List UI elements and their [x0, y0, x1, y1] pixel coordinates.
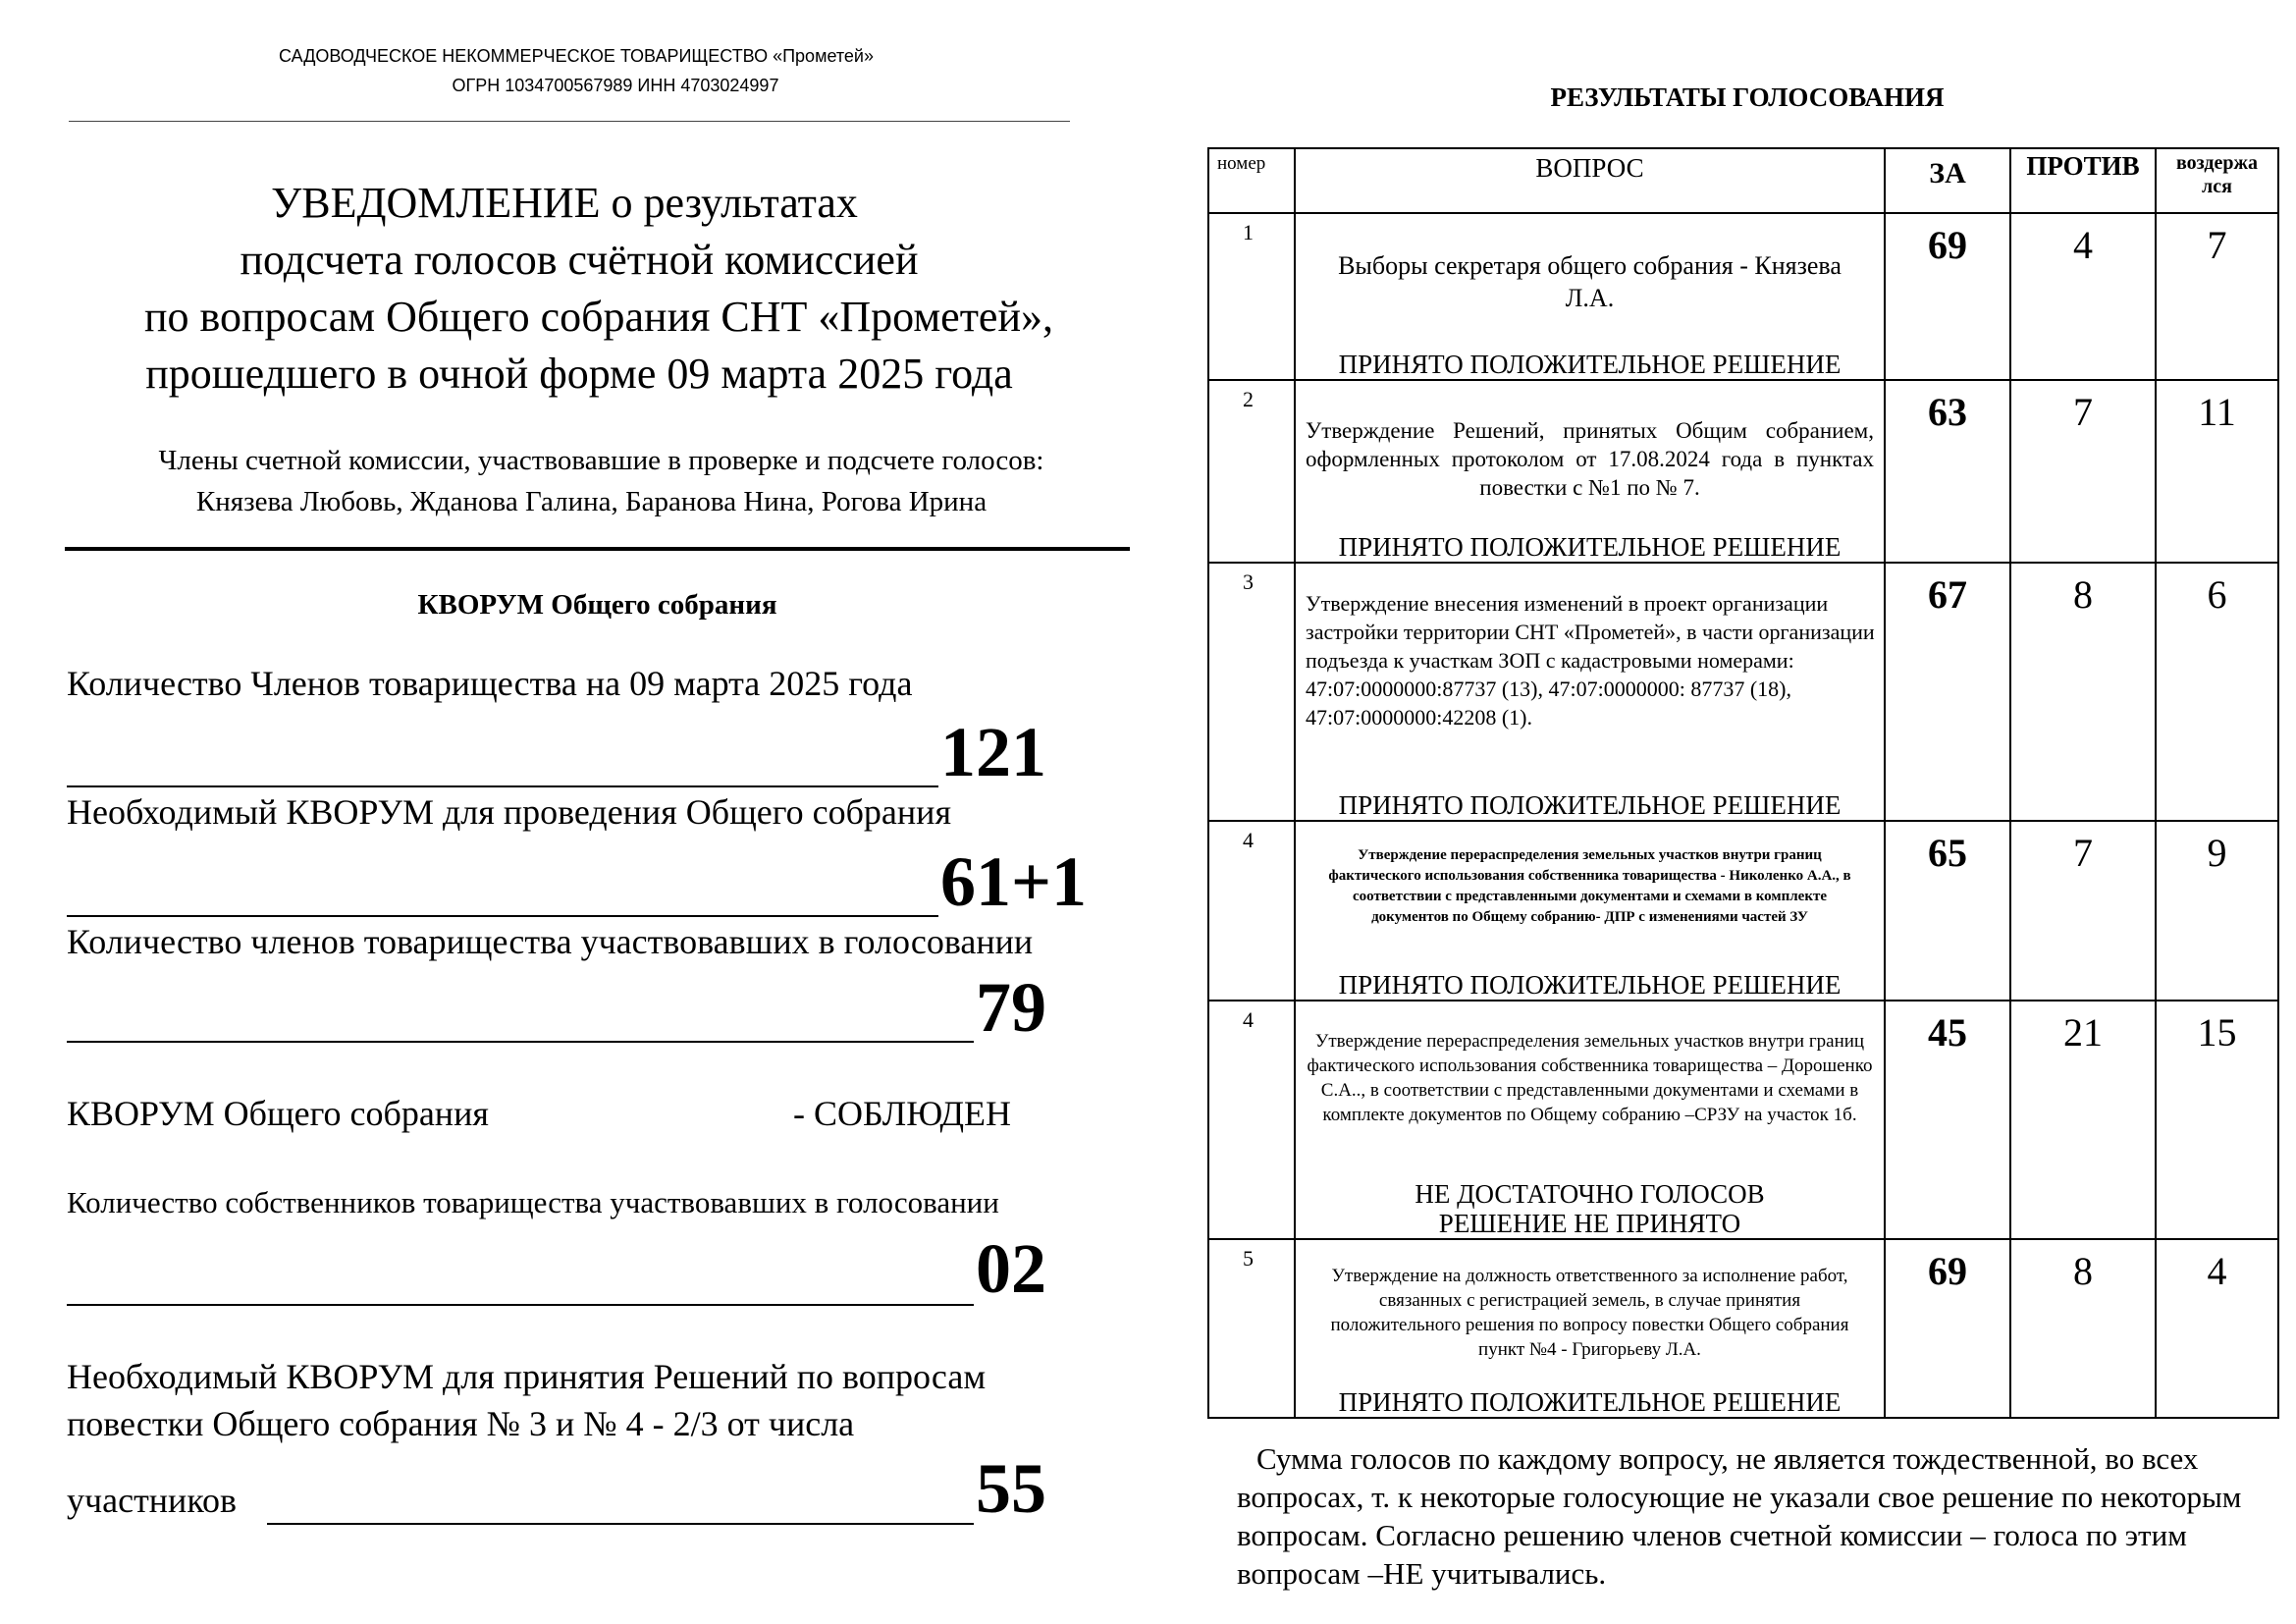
- members-count-value: 121: [940, 713, 1046, 791]
- quorum-heading: КВОРУМ Общего собрания: [417, 589, 777, 621]
- decision-result: ПРИНЯТО ПОЛОЖИТЕЛЬНОЕ РЕШЕНИЕ: [1338, 350, 1842, 379]
- document-title: [59, 175, 1139, 403]
- row-number: 3: [1208, 563, 1295, 821]
- question-text: Выборы секретаря общего собрания - Князева Л.А.: [1338, 251, 1842, 312]
- row-number: 2: [1208, 380, 1295, 563]
- question-text: Утверждение внесения изменений в проект организации застройки территории СНТ «Прометей», в части организации подъезда к участкам ЗОП с кадастровыми номерами: 47:07:0000000:87737 (13), 47:07:0000000: 87737 (18), 47:07:0000000:42208 (1).: [1306, 591, 1875, 730]
- decision-result: ПРИНЯТО ПОЛОЖИТЕЛЬНОЕ РЕШЕНИЕ: [1338, 1387, 1842, 1417]
- row-number: 5: [1208, 1239, 1295, 1418]
- quorum-status-label: КВОРУМ Общего собрания: [67, 1094, 489, 1133]
- col-header-for: ЗА: [1885, 148, 2010, 213]
- table-row: [1208, 213, 2278, 380]
- question-cell: [1295, 1001, 1885, 1239]
- votes-note: Сумма голосов по каждому вопросу, не является тождественной, во всех вопросах, т. к некоторые голосующие не указали свое решение по некоторым вопросам. Согласно решению членов счетной комиссии – голоса по этим вопросам –НЕ учитывались.: [1237, 1441, 2242, 1591]
- decision-quorum-line: Необходимый КВОРУМ для принятия Решений по вопросам: [67, 1357, 987, 1396]
- commission-members-label: Члены счетной комиссии, участвовавшие в проверке и подсчете голосов:: [158, 445, 1044, 476]
- votes-abstain: 11: [2156, 380, 2278, 563]
- quorum-status-value: - СОБЛЮДЕН: [793, 1094, 1012, 1133]
- commission-members: [69, 440, 1134, 522]
- votes-abstain: 4: [2156, 1239, 2278, 1418]
- members-count-label: Количество Членов товарищества на 09 марта 2025 года: [67, 664, 913, 703]
- decision-result: ПРИНЯТО ПОЛОЖИТЕЛЬНОЕ РЕШЕНИЕ: [1338, 970, 1842, 1000]
- votes-for: 63: [1885, 380, 2010, 563]
- organization-ids: ОГРН 1034700567989 ИНН 4703024997: [452, 76, 779, 95]
- question-cell: [1295, 213, 1885, 380]
- title-line: прошедшего в очной форме 09 марта 2025 года: [145, 350, 1013, 398]
- decision-result: [1296, 1179, 1884, 1238]
- row-number: 1: [1208, 213, 1295, 380]
- title-line: УВЕДОМЛЕНИЕ о результатах: [271, 179, 858, 227]
- votes-abstain: 7: [2156, 213, 2278, 380]
- row-number: 4: [1208, 1001, 1295, 1239]
- owners-underline: [67, 1257, 974, 1306]
- question-cell: [1295, 821, 1885, 1001]
- votes-against: 8: [2010, 1239, 2156, 1418]
- results-table: [1207, 147, 2279, 1419]
- decision-quorum-line: повестки Общего собрания № 3 и № 4 - 2/3 от числа: [67, 1404, 855, 1443]
- decision-quorum-underline: [267, 1476, 974, 1525]
- participants-value: 79: [976, 968, 1046, 1047]
- question-text: Утверждение перераспределения земельных участков внутри границ фактического использования собственника товарищества - Николенко А.А., в соответствии с представленными документами и схемами в комплекте документов по Общему собранию- ДПР с изменениями частей ЗУ: [1328, 847, 1851, 925]
- col-header-abstain-line: воздержа: [2176, 152, 2258, 174]
- required-quorum-value: 61+1: [940, 842, 1088, 921]
- table-row: [1208, 1239, 2278, 1418]
- header-divider: [69, 121, 1070, 122]
- table-row: [1208, 380, 2278, 563]
- votes-for: 69: [1885, 213, 2010, 380]
- votes-against: 4: [2010, 213, 2156, 380]
- question-cell: [1295, 380, 1885, 563]
- decision-result-line: НЕ ДОСТАТОЧНО ГОЛОСОВ: [1415, 1179, 1765, 1209]
- votes-for: 45: [1885, 1001, 2010, 1239]
- decision-result: ПРИНЯТО ПОЛОЖИТЕЛЬНОЕ РЕШЕНИЕ: [1338, 790, 1842, 820]
- votes-for: 65: [1885, 821, 2010, 1001]
- table-row: [1208, 1001, 2278, 1239]
- votes-abstain: 9: [2156, 821, 2278, 1001]
- title-line: по вопросам Общего собрания СНТ «Прометей»,: [143, 293, 1054, 341]
- col-header-number: номер: [1208, 148, 1295, 213]
- question-text: Утверждение Решений, принятых Общим собранием, оформленных протоколом от 17.08.2024 года в пунктах повестки с №1 по № 7.: [1306, 418, 1874, 500]
- votes-for: 69: [1885, 1239, 2010, 1418]
- question-cell: [1295, 563, 1885, 821]
- col-header-abstain-line: лся: [2202, 176, 2232, 197]
- question-text: Утверждение перераспределения земельных участков внутри границ фактического использования собственника товарищества – Дорошенко С.А.., в соответствии с представленными документами и схемами в комплекте документов по Общему собранию –СРЗУ на участок 1б.: [1307, 1031, 1873, 1125]
- col-header-abstain: [2156, 148, 2278, 213]
- decision-quorum-line: участников: [67, 1481, 237, 1520]
- organization-header: [0, 41, 1192, 100]
- participants-underline: [67, 994, 974, 1043]
- votes-abstain: 6: [2156, 563, 2278, 821]
- title-line: подсчета голосов счётной комиссией: [240, 236, 919, 284]
- votes-abstain: 15: [2156, 1001, 2278, 1239]
- table-row: [1208, 821, 2278, 1001]
- results-heading: РЕЗУЛЬТАТЫ ГОЛОСОВАНИЯ: [1550, 82, 1945, 112]
- organization-name: САДОВОДЧЕСКОЕ НЕКОММЕРЧЕСКОЕ ТОВАРИЩЕСТВО «Прометей»: [279, 46, 874, 66]
- row-number: 4: [1208, 821, 1295, 1001]
- decision-result-line: РЕШЕНИЕ НЕ ПРИНЯТО: [1438, 1209, 1741, 1238]
- owners-value: 02: [976, 1229, 1046, 1308]
- section-divider: [65, 547, 1130, 551]
- decision-quorum-value: 55: [976, 1449, 1046, 1528]
- required-quorum-label: Необходимый КВОРУМ для проведения Общего собрания: [67, 792, 952, 832]
- required-quorum-underline: [67, 868, 938, 917]
- question-text: Утверждение на должность ответственного за исполнение работ, связанных с регистрацией земель, в случае принятия положительного решения по вопросу повестки Общего собрания пункт №4 - Григорьеву Л.А.: [1330, 1266, 1849, 1360]
- owners-label: Количество собственников товарищества участвовавших в голосовании: [67, 1185, 999, 1219]
- question-cell: [1295, 1239, 1885, 1418]
- decision-result: ПРИНЯТО ПОЛОЖИТЕЛЬНОЕ РЕШЕНИЕ: [1338, 532, 1842, 562]
- votes-for: 67: [1885, 563, 2010, 821]
- votes-against: 7: [2010, 821, 2156, 1001]
- table-header-row: [1208, 148, 2278, 213]
- col-header-against: ПРОТИВ: [2010, 148, 2156, 213]
- table-row: [1208, 563, 2278, 821]
- participants-label: Количество членов товарищества участвовавших в голосовании: [67, 922, 1034, 961]
- col-header-question: ВОПРОС: [1295, 148, 1885, 213]
- members-count-underline: [67, 738, 938, 787]
- votes-against: 8: [2010, 563, 2156, 821]
- votes-against: 21: [2010, 1001, 2156, 1239]
- votes-against: 7: [2010, 380, 2156, 563]
- commission-members-names: Князева Любовь, Жданова Галина, Баранова Нина, Рогова Ирина: [195, 486, 988, 517]
